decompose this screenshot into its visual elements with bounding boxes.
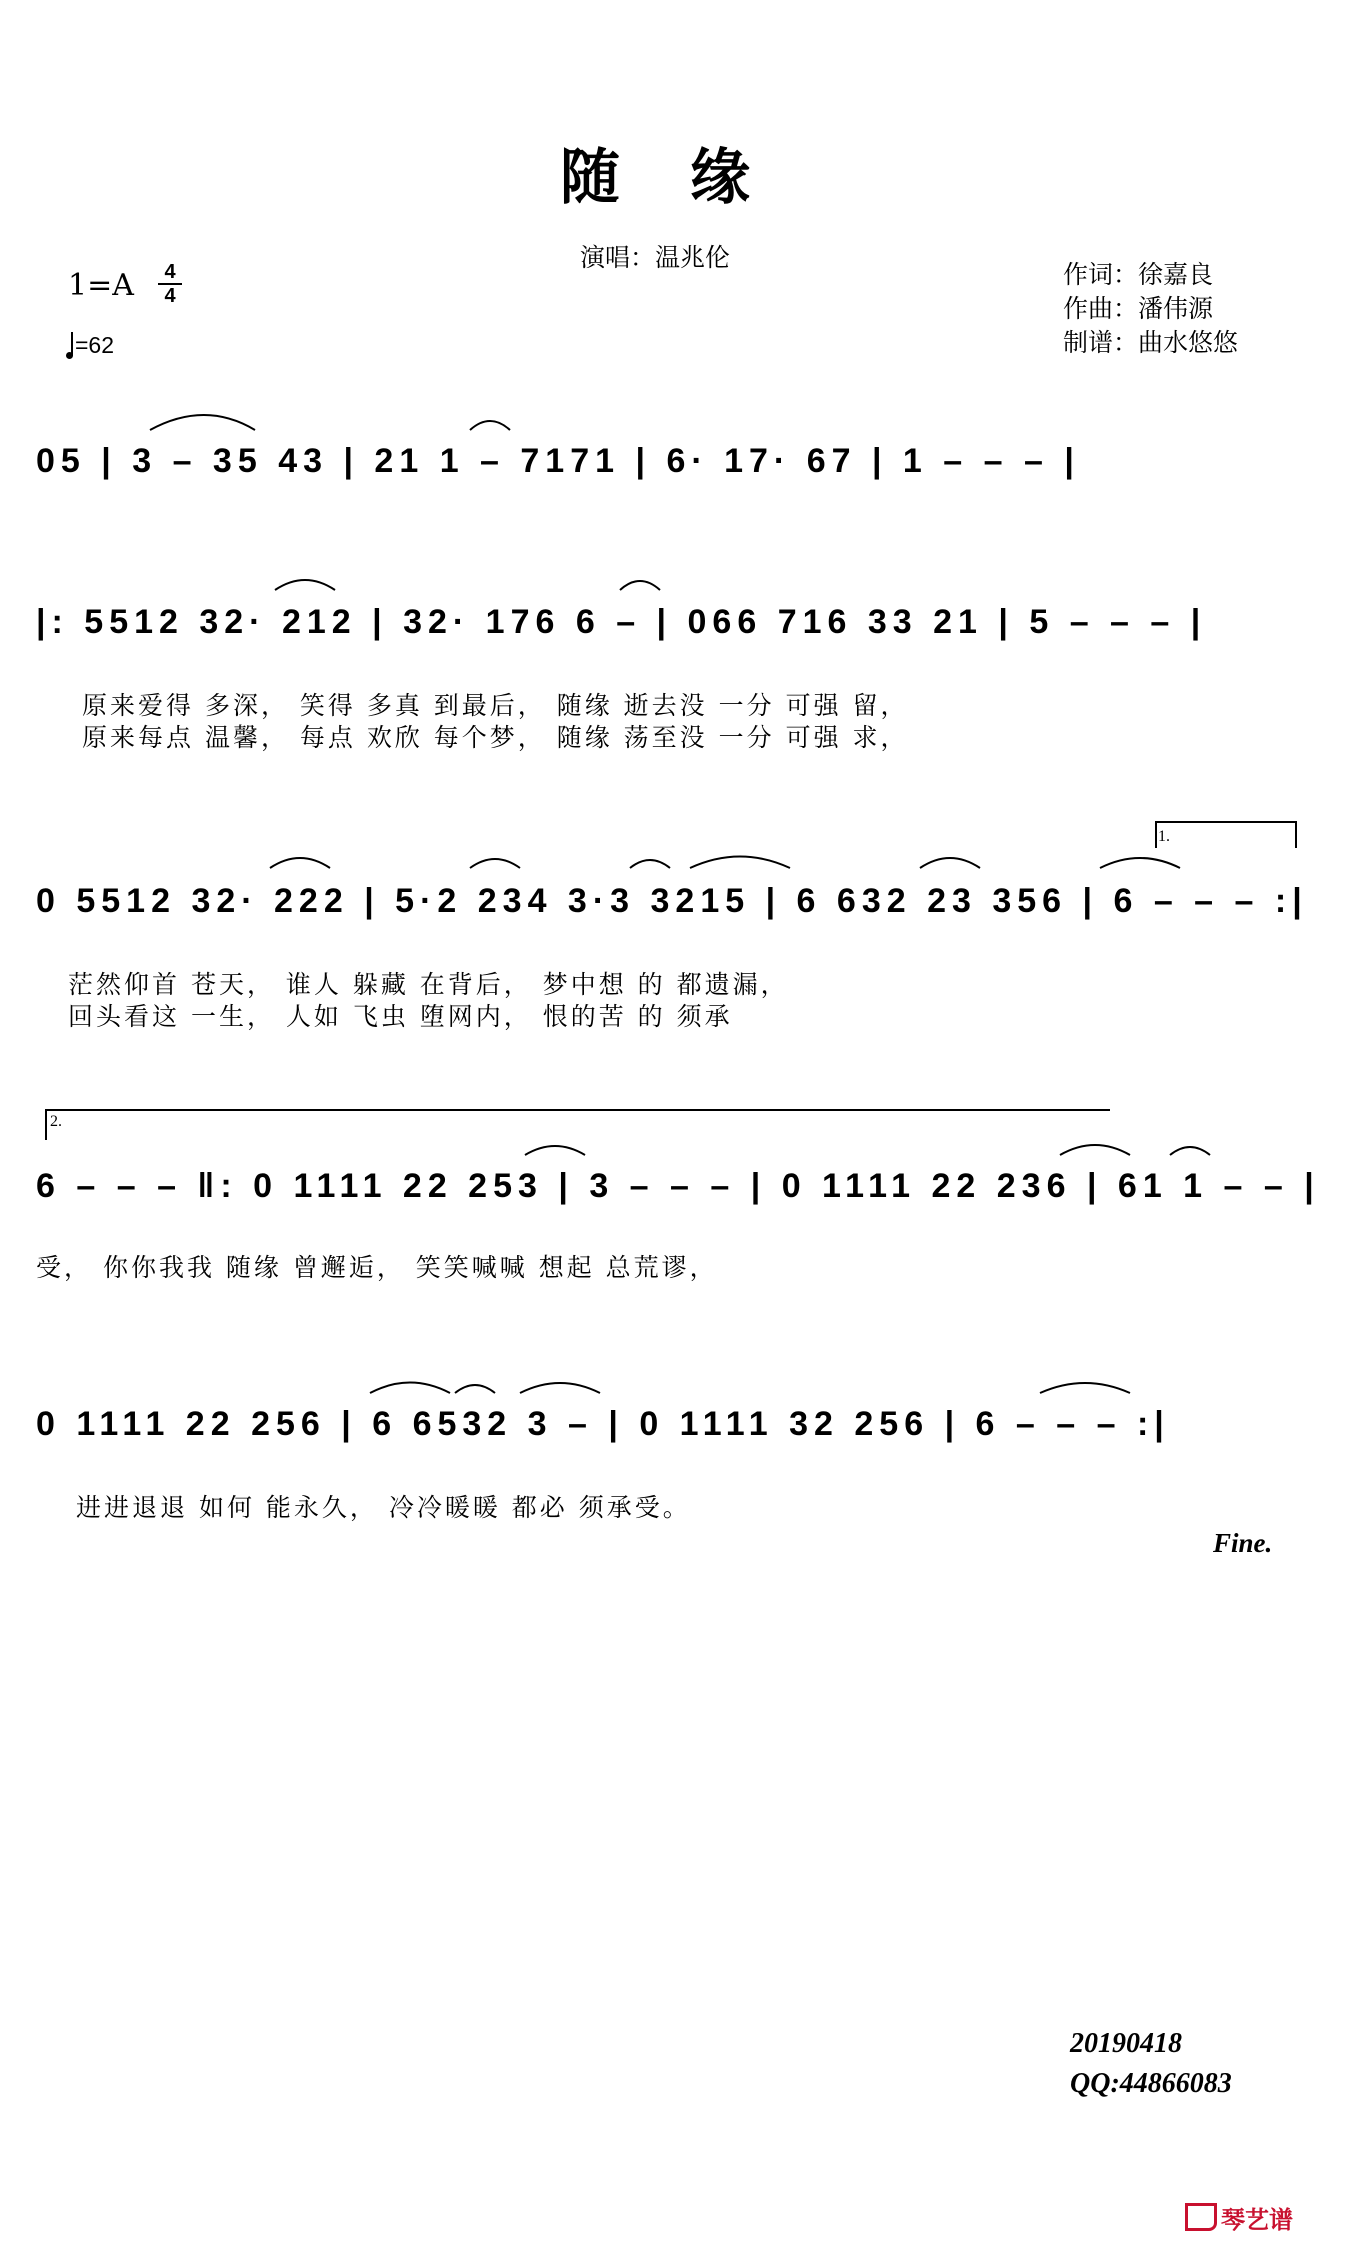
- score-row-3-notes: 0 5512 32· 222 | 5·2 234 3·3 3215 | 6 632 23 356 | 6 – – – :|: [36, 882, 1308, 920]
- slur: [1040, 1383, 1130, 1393]
- slur: [1100, 858, 1180, 868]
- score-row-2-lyric-2: 原来每点 温馨， 每点 欢欣 每个梦， 随缘 荡至没 一分 可强 求，: [82, 723, 909, 752]
- footer-date: 20190418: [1070, 2028, 1182, 2059]
- slur: [520, 1383, 600, 1393]
- score-row-5-notes: 0 1111 22 256 | 6 6532 3 – | 0 1111 32 256 | 6 – – – :|: [36, 1405, 1170, 1443]
- volta-2-label: 2.: [50, 1113, 62, 1130]
- slur: [470, 859, 520, 868]
- slur: [270, 858, 330, 868]
- score-row-2-lyric-1: 原来爱得 多深， 笑得 多真 到最后， 随缘 逝去没 一分 可强 留，: [82, 691, 909, 720]
- slur: [690, 857, 790, 869]
- score-row-4-notes: 6 – – – ‖: 0 1111 22 253 | 3 – – – | 0 1111 22 236 | 61 1 – – |: [36, 1167, 1320, 1205]
- logo-icon: [1185, 2203, 1217, 2231]
- score-row-3-lyric-2: 回头看这 一生， 人如 飞虫 堕网内， 恨的苦 的 须承: [68, 1002, 733, 1031]
- site-logo: [1185, 2200, 1293, 2235]
- volta-1-bracket: [1156, 822, 1296, 848]
- song-title: 随缘: [560, 143, 820, 213]
- composer-credit: 作曲：潘伟源: [1063, 294, 1214, 323]
- slur: [455, 1385, 495, 1393]
- score-row-4-lyric-1: 受， 你你我我 随缘 曾邂逅， 笑笑喊喊 想起 总荒谬，: [36, 1253, 718, 1282]
- slur: [370, 1383, 450, 1394]
- slur: [630, 860, 670, 868]
- singer-credit: 演唱：温兆伦: [580, 243, 731, 272]
- fine-marking: Fine.: [1213, 1528, 1273, 1558]
- lyricist-credit: 作词：徐嘉良: [1063, 260, 1214, 289]
- footer-contact: QQ:44866083: [1070, 2068, 1232, 2099]
- slur: [275, 580, 335, 590]
- slur: [1170, 1147, 1210, 1155]
- slur: [1060, 1145, 1130, 1155]
- score-row-3-lyric-1: 茫然仰首 苍天， 谁人 躲藏 在背后， 梦中想 的 都遗漏，: [68, 970, 789, 999]
- score-row-5-lyric-1: 进进退退 如何 能永久， 冷冷暖暖 都必 须承受。: [76, 1493, 691, 1522]
- score-row-1-notes: 05 | 3 – 35 43 | 21 1 – 7171 | 6· 17· 67 | 1 – – – |: [36, 442, 1080, 480]
- key-signature: 1=A: [68, 268, 134, 303]
- slur: [150, 415, 255, 430]
- slur: [620, 581, 660, 590]
- transcriber-credit: 制谱：曲水悠悠: [1063, 328, 1239, 357]
- time-numerator: 4: [164, 261, 176, 283]
- volta-2-bracket: [46, 1110, 1110, 1140]
- slur: [920, 858, 980, 868]
- time-denominator: 4: [164, 285, 176, 307]
- slur: [525, 1146, 585, 1155]
- volta-1-label: 1.: [1158, 828, 1170, 845]
- slur: [470, 421, 510, 430]
- score-row-2-notes: |: 5512 32· 212 | 32· 176 6 – | 066 716 33 21 | 5 – – – |: [36, 603, 1207, 641]
- logo-text: 琴艺谱: [1221, 2206, 1293, 2234]
- footer-block: [1070, 2024, 1232, 2104]
- tempo-value: =62: [75, 332, 115, 358]
